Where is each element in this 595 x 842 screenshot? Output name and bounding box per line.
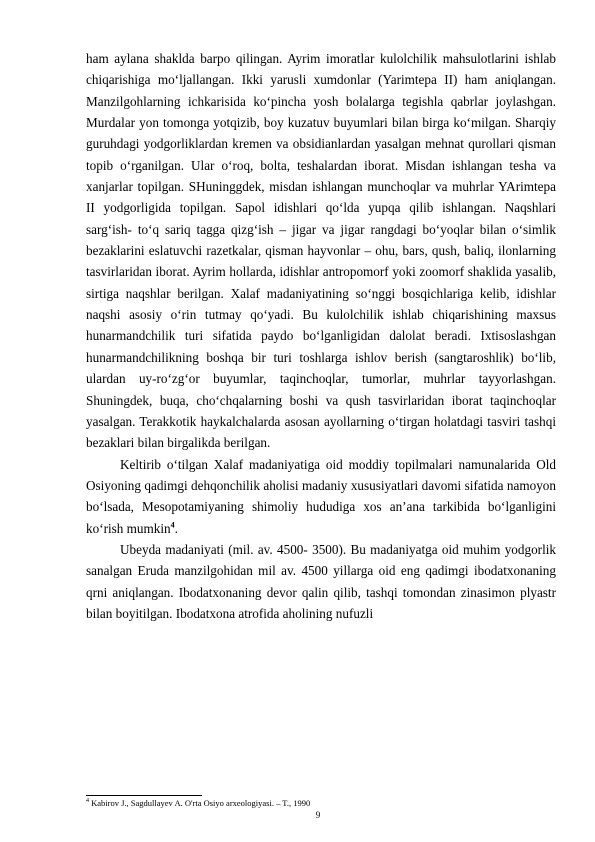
paragraph-2 <box>86 454 556 539</box>
paragraph-3: Ubeyda madaniyati (mil. av. 4500- 3500). Bu madaniyatga oid muhim yodgorlik sanalgan Eruda manzilgohidan mil av. 4500 yillarga oid eng qadimgi ibodatxonaning qrni aniqlangan. Ibodatxonaning devor qalin qilib, tashqi tomondan zinasimon plyastr bilan boyitilgan. Ibodatxona atrofida aholining nufuzli <box>86 541 556 621</box>
footnote-reference[interactable]: 4 <box>170 520 175 530</box>
footnote-text: Kabirov J., Sagdullayev A. O'rta Osiyo arxeologiyasi. – T., 1990 <box>89 798 311 808</box>
paragraph-2-text: Keltirib o‘tilgan Xalaf madaniyatiga oid moddiy topilmalari namunalarida Old Osiyoning qadimgi dehqonchilik aholisi madaniy xususiyatlari davomi sifatida namoyon bo‘lsada, Mesopotamiyaning shimoliy hududiga xos an’ana tarkibida bo‘lganligini ko‘rish mumkin <box>86 456 556 536</box>
footnote <box>86 798 556 809</box>
footnote-mark: 4 <box>86 798 89 805</box>
paragraph-2-period: . <box>174 520 178 536</box>
page-number: 9 <box>315 810 321 820</box>
body-text <box>86 48 556 624</box>
footnote-divider <box>86 795 202 796</box>
paragraph-1: ham aylana shaklda barpo qilingan. Ayrim imoratlar kulolchilik mahsulotlarini ishlab chiqarishiga mo‘ljallangan. Ikki yarusli xumdonlar (Yarimtepa II) ham aniqlangan. Manzilgohlarning ichkarisida ko‘pincha yosh bolalarga tegishla qabrlar joylashgan. Murdalar yon tomonga yotqizib, boy kuzatuv buyumlari bilan birga ko‘milgan. Sharqiy guruhdagi yodgorliklardan kremen va obsidianlardan yasalgan mehnat qurollari qisman topib o‘rganilgan. Ular o‘roq, bolta, teshalardan iborat. Misdan ishlangan tesha va xanjarlar topilgan. SHuninggdek, misdan ishlangan munchoqlar va muhrlar YArimtepa II yodgorligida topilgan. Sapol idishlari qo‘lda yupqa qilib ishlangan. Naqshlari sarg‘ish- to‘q sariq tagga qizg‘ish – jigar va jigar rangdagi bo‘yoqlar bilan o‘simlik bezaklarini eslatuvchi razetkalar, qisman hayvonlar – ohu, bars, qush, baliq, ilonlarning tasvirlaridan iborat. Ayrim hollarda, idishlar antropomorf yoki zoomorf shaklida yasalib, sirtiga naqshlar berilgan. Xalaf madaniyatining so‘nggi bosqichlariga kelib, idishlar naqshi asosiy o‘rin tutmay qo‘yadi. Bu kulolchilik ishlab chiqarishining maxsus hunarmandchilik turi sifatida paydo bo‘lganligidan dalolat beradi. Ixtisoslashgan hunarmandchilikning boshqa bir turi toshlarga ishlov berish (sangtaroshlik) bo‘lib, ulardan uy-ro‘zg‘or buyumlar, taqinchoqlar, tumorlar, muhrlar tayyorlashgan. Shuningdek, buqa, cho‘chqalarning boshi va qush tasvirlaridan iborat taqinchoqlar yasalgan. Terakkotik haykalchalarda asosan ayollarning o‘tirgan holatdagi tasviri tashqi bezaklari bilan birgalikda berilgan. <box>86 51 556 451</box>
